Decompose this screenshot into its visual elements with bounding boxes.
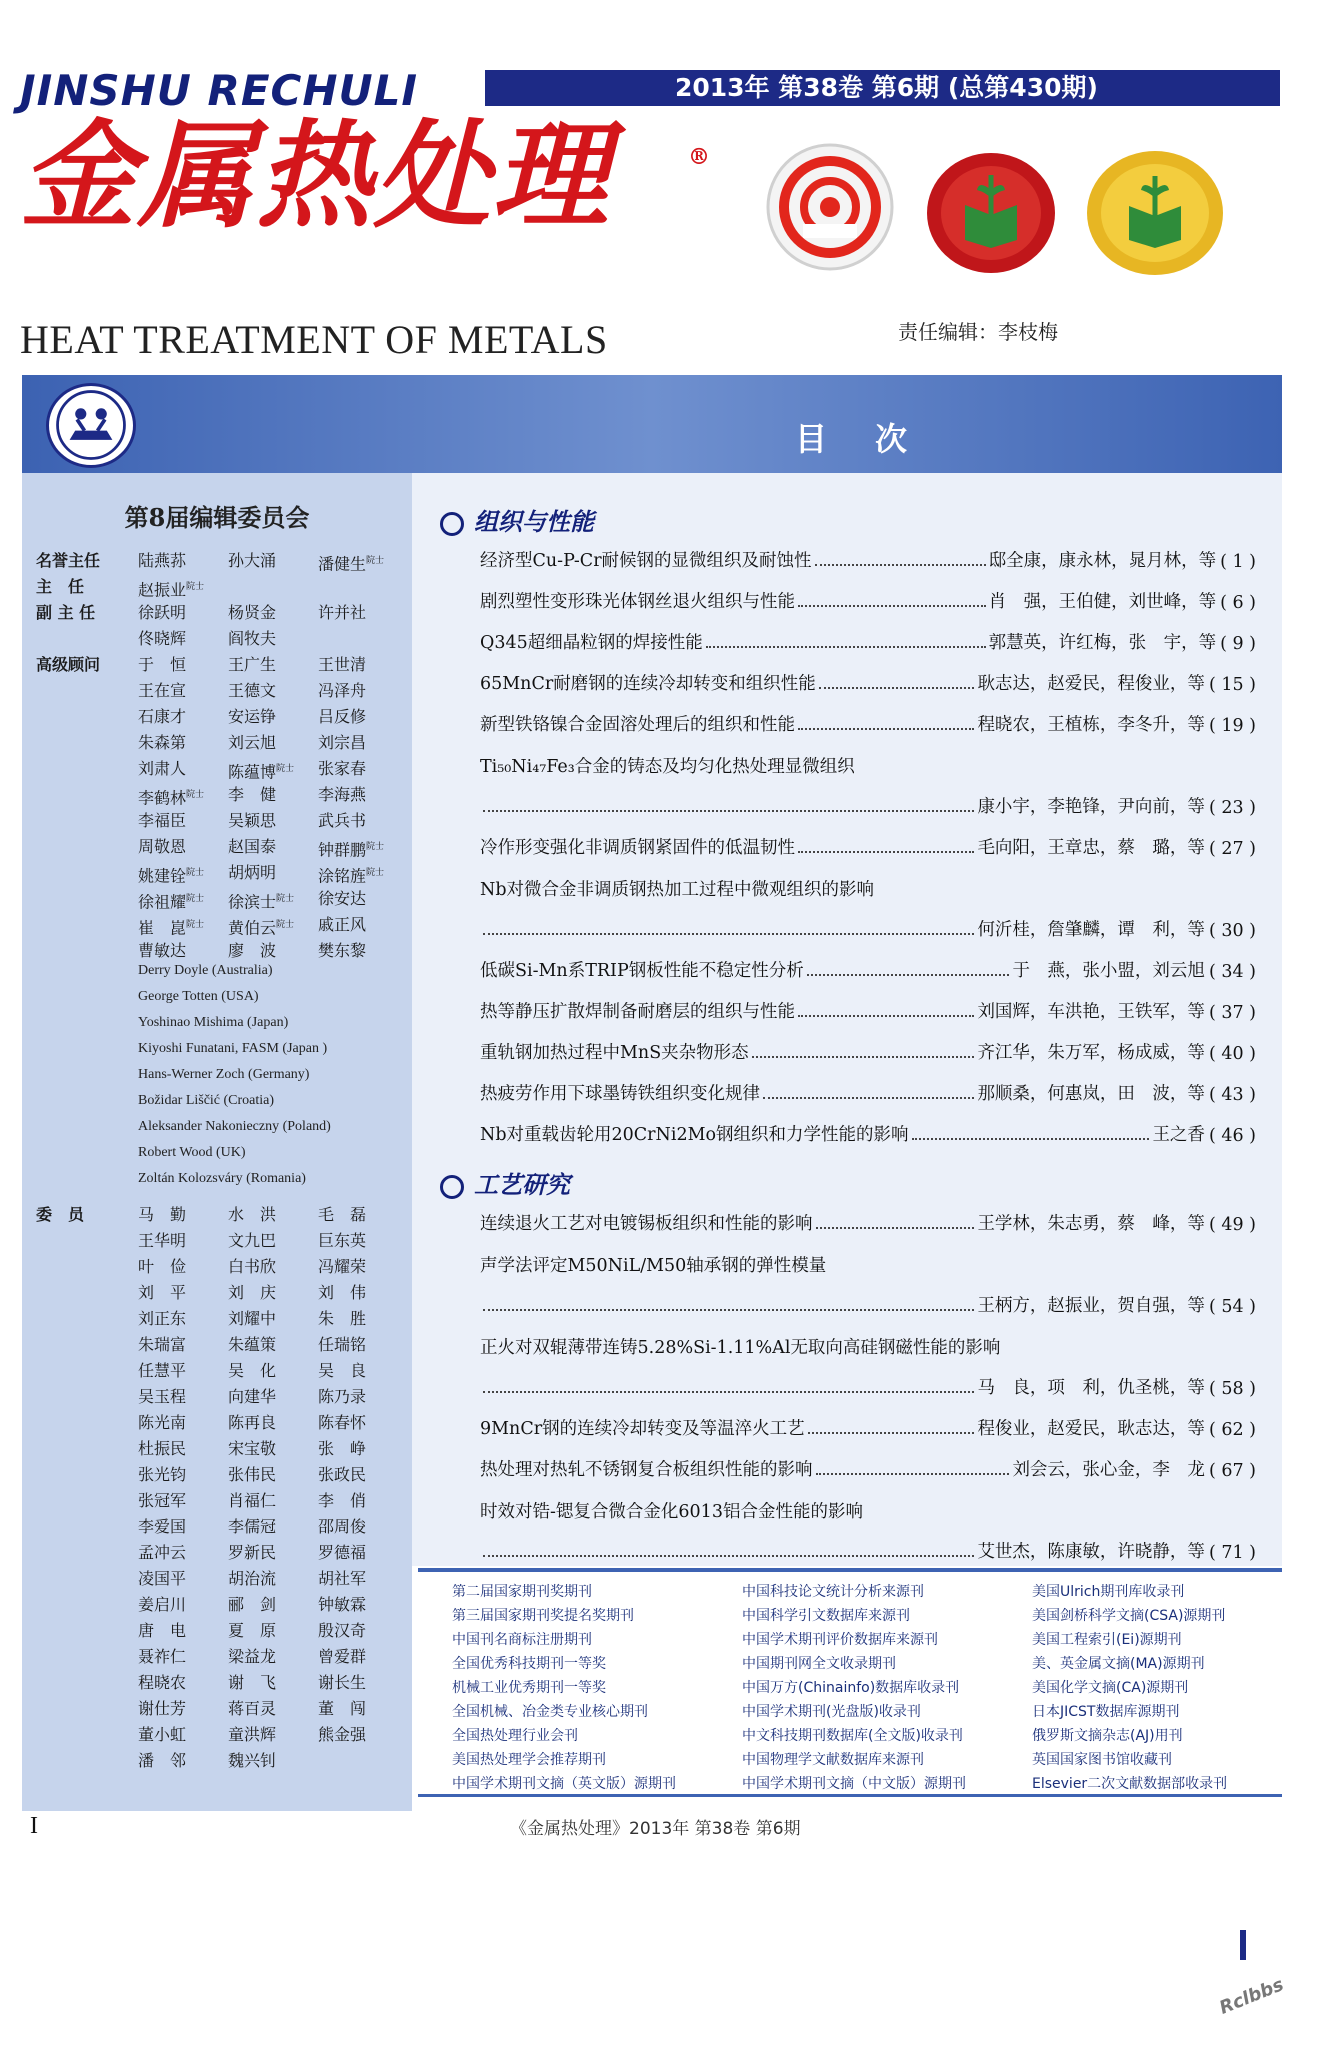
- board-member-name: 水 洪: [228, 1205, 277, 1224]
- board-member-name: 阎牧夫: [228, 629, 277, 648]
- board-member-name: 杜振民: [138, 1439, 187, 1458]
- foreign-member: George Totten (USA): [138, 989, 259, 1004]
- board-member-name: 李爱国: [138, 1517, 187, 1536]
- index-entry: 中国学术期刊文摘（中文版）源期刊: [742, 1776, 966, 1792]
- dot-leader: [807, 974, 1010, 976]
- board-member-name: 向建华: [228, 1387, 277, 1406]
- board-member-name: 胡炳明: [228, 863, 277, 882]
- foreign-member: Yoshinao Mishima (Japan): [138, 1015, 289, 1030]
- board-member-name: 李福臣: [138, 811, 187, 830]
- board-member-name: 姜启川: [138, 1595, 187, 1614]
- board-member-name: 杨贤金: [228, 603, 277, 622]
- board-member-name: 谢仕芳: [138, 1699, 187, 1718]
- toc-entry-page: ( 9 ): [1220, 634, 1256, 654]
- board-member-name: 董 闯: [318, 1699, 367, 1718]
- academician-mark: 院士: [186, 868, 205, 878]
- board-member-name: 安运铮: [228, 707, 277, 726]
- toc-entry: [480, 911, 1256, 941]
- divider: [418, 1568, 1282, 1572]
- toc-entry-title: Nb对微合金非调质钢热加工过程中微观组织的影响: [480, 880, 875, 900]
- board-member-name: 张冠军: [138, 1491, 187, 1510]
- toc-entry-page: ( 23 ): [1208, 798, 1256, 818]
- board-member-name: 白书欣: [228, 1257, 277, 1276]
- board-member-name: 陈再良: [228, 1413, 277, 1432]
- board-role: 高级顾问: [36, 655, 101, 674]
- board-member-name: 巨东英: [318, 1231, 367, 1250]
- toc-entry-title: 热处理对热轧不锈钢复合板组织性能的影响: [480, 1460, 813, 1480]
- index-entry: 全国优秀科技期刊一等奖: [452, 1656, 606, 1672]
- toc-entry-page: ( 54 ): [1208, 1297, 1256, 1317]
- board-member-name: 吴 良: [318, 1361, 367, 1380]
- index-entry: 机械工业优秀期刊一等奖: [452, 1680, 606, 1696]
- board-member-name: 谢 飞: [228, 1673, 277, 1692]
- board-member-name: 刘 平: [138, 1283, 187, 1302]
- toc-entry: [480, 1075, 1256, 1105]
- board-member-name: 夏 原: [228, 1621, 277, 1640]
- board-member-name: 陈光南: [138, 1413, 187, 1432]
- board-member-name: 钟敏霖: [318, 1595, 367, 1614]
- board-member-name: 徐跃明: [138, 603, 187, 622]
- toc-entry-page: ( 71 ): [1208, 1543, 1256, 1563]
- board-member-name: 王德文: [228, 681, 277, 700]
- toc-entry: [480, 542, 1256, 572]
- dot-leader: [819, 687, 975, 689]
- board-member-name: 胡治流: [228, 1569, 277, 1588]
- toc-entry-page: ( 15 ): [1208, 675, 1256, 695]
- toc-entry-authors: 毛向阳，王章忠，蔡 璐，等: [977, 838, 1205, 858]
- toc-entry-page: ( 67 ): [1208, 1461, 1256, 1481]
- board-member-name: 陈乃录: [318, 1387, 367, 1406]
- index-column: [742, 1580, 966, 1796]
- academician-mark: 院士: [276, 764, 295, 774]
- toc-entry-authors: 耿志达，赵爱民，程俊业，等: [977, 674, 1205, 694]
- toc-entry-authors: 邸全康，康永林，晁月林，等: [988, 551, 1217, 571]
- foreign-member: Kiyoshi Funatani, FASM (Japan ): [138, 1041, 328, 1056]
- journal-pinyin-title: JINSHU RECHULI: [20, 66, 419, 115]
- foreign-member: Zoltán Kolozsváry (Romania): [138, 1171, 306, 1186]
- toc-entry: [480, 1116, 1256, 1146]
- toc-entry-page: ( 43 ): [1208, 1085, 1256, 1105]
- board-member-name: 樊东黎: [318, 941, 367, 960]
- index-entry: 中文科技期刊数据库(全文版)收录刊: [742, 1728, 963, 1744]
- index-entry: 中国刊名商标注册期刊: [452, 1632, 592, 1648]
- journal-english-title: HEAT TREATMENT OF METALS: [20, 317, 608, 362]
- board-member-name: 王广生: [228, 655, 277, 674]
- forum-watermark: Rclbbs: [1216, 1974, 1287, 2019]
- toc-entry: [480, 583, 1256, 613]
- dot-leader: [483, 933, 974, 935]
- board-member-name: 吴颖思: [228, 811, 277, 830]
- academician-mark: 院士: [186, 790, 205, 800]
- dot-leader: [798, 851, 974, 853]
- board-member-name: 钟群鹏$^{院士}$: [318, 840, 385, 860]
- toc-entry-page: ( 6 ): [1220, 593, 1256, 613]
- index-entry: 中国学术期刊评价数据库来源刊: [742, 1632, 938, 1648]
- toc-entry: [480, 706, 1256, 736]
- toc-entry-page: ( 27 ): [1208, 839, 1256, 859]
- board-member-name: 陈蕴博$^{院士}$: [228, 762, 295, 782]
- board-member-name: 刘 伟: [318, 1283, 367, 1302]
- academician-mark: 院士: [366, 556, 385, 566]
- academician-mark: 院士: [276, 920, 295, 930]
- toc-entry-page: ( 37 ): [1208, 1003, 1256, 1023]
- board-member-name: 朱蕴策: [228, 1335, 277, 1354]
- dot-leader: [483, 1555, 974, 1557]
- toc-entry-authors: 于 燕，张小盟，刘云旭: [1012, 961, 1205, 981]
- section-circle-icon: [440, 1175, 464, 1199]
- toc-entry-title: Q345超细晶粒钢的焊接性能: [480, 633, 703, 653]
- academician-mark: 院士: [186, 894, 205, 904]
- board-member-name: 谢长生: [318, 1673, 367, 1692]
- index-entry: 俄罗斯文摘杂志(AJ)用刊: [1032, 1728, 1183, 1744]
- dot-leader: [816, 1473, 1010, 1475]
- board-member-name: 刘正东: [138, 1309, 187, 1328]
- toc-entry: [480, 952, 1256, 982]
- academician-mark: 院士: [186, 920, 205, 930]
- contents-header-bar: [22, 375, 1282, 473]
- board-member-name: 石康才: [138, 707, 187, 726]
- board-member-name: 任瑞铭: [318, 1335, 367, 1354]
- toc-entry: [480, 788, 1256, 818]
- board-member-name: 黄伯云$^{院士}$: [228, 918, 295, 938]
- board-member-name: 李 俏: [318, 1491, 367, 1510]
- dot-leader: [706, 646, 986, 648]
- board-member-name: 殷汉奇: [318, 1621, 367, 1640]
- board-member-name: 魏兴钊: [228, 1751, 277, 1770]
- board-member-name: 潘 邻: [138, 1751, 187, 1770]
- registered-mark: ®: [688, 144, 710, 170]
- issue-info-bar: 2013年 第38卷 第6期 (总第430期): [485, 70, 1280, 106]
- dot-leader: [912, 1138, 1150, 1140]
- board-member-name: 吕反修: [318, 707, 367, 726]
- contents-heading: 目次: [795, 420, 956, 458]
- board-member-name: 陈春怀: [318, 1413, 367, 1432]
- board-member-name: 程晓农: [138, 1673, 187, 1692]
- section-title: 工艺研究: [474, 1170, 570, 1199]
- index-entry: 第二届国家期刊奖期刊: [452, 1584, 592, 1600]
- board-member-name: 潘健生$^{院士}$: [318, 554, 385, 574]
- board-member-name: 武兵书: [318, 811, 367, 830]
- toc-entry-title: 经济型Cu-P-Cr耐候钢的显微组织及耐蚀性: [480, 551, 812, 571]
- toc-entry-title: Ti₅₀Ni₄₇Fe₃合金的铸态及均匀化热处理显微组织: [480, 757, 855, 777]
- toc-entry-title: 低碳Si-Mn系TRIP钢板性能不稳定性分析: [480, 961, 804, 981]
- toc-entry-authors: 刘会云，张心金，李 龙: [1012, 1460, 1205, 1480]
- board-member-name: 廖 波: [228, 941, 277, 960]
- index-entry: 中国万方(Chinainfo)数据库收录刊: [742, 1680, 960, 1696]
- academician-mark: 院士: [366, 842, 385, 852]
- toc-entry-authors: 何沂桂，詹肇麟，谭 利，等: [977, 920, 1205, 940]
- board-member-name: 罗新民: [228, 1543, 277, 1562]
- board-member-name: 刘宗昌: [318, 733, 367, 752]
- toc-entry-title: 时效对锆-锶复合微合金化6013铝合金性能的影响: [480, 1502, 863, 1522]
- board-member-name: 佟晓辉: [138, 629, 187, 648]
- board-member-name: 徐祖耀$^{院士}$: [138, 892, 205, 912]
- board-member-name: 张 峥: [318, 1439, 367, 1458]
- toc-entry-authors: 王柄方，赵振业，贺自强，等: [977, 1296, 1205, 1316]
- toc-entry-title: 新型铁铬镍合金固溶处理后的组织和性能: [480, 715, 795, 735]
- board-member-name: 许并社: [318, 603, 367, 622]
- toc-entry-title: 9MnCr钢的连续冷却转变及等温淬火工艺: [480, 1419, 805, 1439]
- board-member-name: 刘耀中: [228, 1309, 277, 1328]
- board-member-name: 毛 磊: [318, 1205, 367, 1224]
- board-member-name: 邵周俊: [318, 1517, 367, 1536]
- index-entry: 英国国家图书馆收藏刊: [1032, 1752, 1172, 1768]
- footer-journal-info: 《金属热处理》2013年 第38卷 第6期: [510, 1819, 801, 1839]
- toc-section-heading: [440, 502, 594, 537]
- board-member-name: 曹敏达: [138, 941, 187, 960]
- board-role: 名誉主任: [36, 551, 101, 570]
- toc-entry: [480, 829, 1256, 859]
- toc-entry-title: 热疲劳作用下球墨铸铁组织变化规律: [480, 1084, 760, 1104]
- board-member-name: 赵振业$^{院士}$: [138, 580, 205, 600]
- board-role: 委 员: [36, 1205, 85, 1224]
- toc-entry: [480, 993, 1256, 1023]
- board-member-name: 王华明: [138, 1231, 187, 1250]
- toc-entry-page: ( 30 ): [1208, 921, 1256, 941]
- dot-leader: [763, 1097, 974, 1099]
- toc-entry-title: 65MnCr耐磨钢的连续冷却转变和组织性能: [480, 674, 816, 694]
- toc-entry: [480, 1533, 1256, 1563]
- board-member-name: 蒋百灵: [228, 1699, 277, 1718]
- board-member-name: 胡社军: [318, 1569, 367, 1588]
- index-entry: 中国科技论文统计分析来源刊: [742, 1584, 924, 1600]
- dot-leader: [808, 1432, 975, 1434]
- board-member-name: 吴玉程: [138, 1387, 187, 1406]
- index-entry: 中国物理学文献数据库来源刊: [742, 1752, 924, 1768]
- toc-section-heading: [440, 1165, 570, 1200]
- toc-entry-authors: 马 良，项 利，仇圣桃，等: [977, 1378, 1205, 1398]
- board-member-name: 徐滨士$^{院士}$: [228, 892, 295, 912]
- toc-entry-authors: 郭慧英，许红梅，张 宇，等: [988, 633, 1217, 653]
- board-member-name: 张家春: [318, 759, 367, 778]
- board-member-name: 李海燕: [318, 785, 367, 804]
- toc-entry-authors: 刘国辉，车洪艳，王铁军，等: [977, 1002, 1205, 1022]
- board-member-name: 徐安达: [318, 889, 367, 908]
- toc-entry-authors: 程晓农，王植栋，李冬升，等: [977, 715, 1205, 735]
- board-member-name: 郦 剑: [228, 1595, 277, 1614]
- board-member-name: 孟冲云: [138, 1543, 187, 1562]
- toc-entry: [480, 1451, 1256, 1481]
- dot-leader: [798, 1015, 974, 1017]
- dot-leader: [798, 605, 986, 607]
- board-member-name: 凌国平: [138, 1569, 187, 1588]
- index-entry: 美国工程索引(Ei)源期刊: [1032, 1632, 1182, 1648]
- board-member-name: 熊金强: [318, 1725, 367, 1744]
- toc-entry-authors: 程俊业，赵爱民，耿志达，等: [977, 1419, 1205, 1439]
- index-entry: 美国Ulrich期刊库收录刊: [1032, 1584, 1185, 1600]
- board-member-name: 刘云旭: [228, 733, 277, 752]
- foreign-member: Derry Doyle (Australia): [138, 963, 273, 978]
- index-entry: 第三届国家期刊奖提名奖期刊: [452, 1608, 634, 1624]
- journal-calligraphy-title: 金属热处理: [20, 108, 610, 244]
- board-role: 副 主 任: [36, 603, 96, 622]
- national-journal-nomination-badge: [1085, 148, 1225, 278]
- board-member-name: 陆燕荪: [138, 551, 187, 570]
- editorial-board-title: 第8届编辑委员会: [124, 503, 310, 532]
- toc-entry-title: 重轨钢加热过程中MnS夹杂物形态: [480, 1043, 749, 1063]
- board-member-name: 朱森第: [138, 733, 187, 752]
- dot-leader: [483, 810, 974, 812]
- dot-leader: [483, 1309, 974, 1311]
- foreign-member: Božidar Liščić (Croatia): [138, 1093, 275, 1108]
- toc-entry-page: ( 62 ): [1208, 1420, 1256, 1440]
- section-circle-icon: [440, 512, 464, 536]
- index-entry: Elsevier二次文献数据部收录刊: [1032, 1776, 1228, 1792]
- page-number: I: [30, 1813, 38, 1839]
- board-member-name: 聂祚仁: [138, 1647, 187, 1666]
- board-member-name: 梁益龙: [228, 1647, 277, 1666]
- index-entry: 美国化学文摘(CA)源期刊: [1032, 1680, 1189, 1696]
- board-member-name: 曾爱群: [318, 1647, 367, 1666]
- board-member-name: 于 恒: [138, 655, 187, 674]
- toc-entry-page: ( 19 ): [1208, 716, 1256, 736]
- board-member-name: 朱 胜: [318, 1309, 367, 1328]
- dot-leader: [816, 1227, 975, 1229]
- board-member-name: 赵国泰: [228, 837, 277, 856]
- academician-mark: 院士: [276, 894, 295, 904]
- board-member-name: 叶 俭: [138, 1257, 187, 1276]
- toc-entry: [480, 1410, 1256, 1440]
- toc-entry-title: Nb对重载齿轮用20CrNi2Mo钢组织和力学性能的影响: [480, 1125, 909, 1145]
- board-member-name: 李儒冠: [228, 1517, 277, 1536]
- index-entry: 中国科学引文数据库来源刊: [742, 1608, 910, 1624]
- toc-entry-title: 正火对双辊薄带连铸5.28%Si-1.11%Al无取向高硅钢磁性能的影响: [480, 1338, 1001, 1358]
- toc-entry-authors: 康小宇，李艳锋，尹向前，等: [977, 797, 1205, 817]
- toc-entry-authors: 王之香: [1152, 1125, 1205, 1145]
- toc-entry-authors: 那顺桑，何惠岚，田 波，等: [977, 1084, 1205, 1104]
- foreign-member: Aleksander Nakonieczny (Poland): [138, 1119, 331, 1134]
- board-member-name: 任慧平: [138, 1361, 187, 1380]
- double-award-badge: [765, 142, 895, 272]
- toc-entry-title: 连续退火工艺对电镀锡板组织和性能的影响: [480, 1214, 813, 1234]
- toc-entry: [480, 1205, 1256, 1235]
- toc-entry: [480, 1287, 1256, 1317]
- academician-mark: 院士: [186, 582, 205, 592]
- board-member-name: 张政民: [318, 1465, 367, 1484]
- board-member-name: 刘肃人: [138, 759, 187, 778]
- board-member-name: 孙大涌: [228, 551, 277, 570]
- toc-entry-page: ( 40 ): [1208, 1044, 1256, 1064]
- board-member-name: 马 勤: [138, 1205, 187, 1224]
- board-member-name: 肖福仁: [228, 1491, 277, 1510]
- board-member-name: 朱瑞富: [138, 1335, 187, 1354]
- board-member-name: 崔 崑$^{院士}$: [138, 918, 205, 938]
- index-column: [452, 1580, 676, 1796]
- board-member-name: 童洪辉: [228, 1725, 277, 1744]
- dot-leader: [483, 1391, 974, 1393]
- toc-entry: [480, 1369, 1256, 1399]
- responsible-editor: 责任编辑：李枝梅: [898, 320, 1058, 344]
- toc-entry-page: ( 49 ): [1208, 1215, 1256, 1235]
- board-member-name: 李鹤林$^{院士}$: [138, 788, 205, 808]
- dot-leader: [815, 564, 986, 566]
- index-entry: 美、英金属文摘(MA)源期刊: [1032, 1656, 1205, 1672]
- toc-entry-page: ( 1 ): [1220, 552, 1256, 572]
- toc-entry: [480, 1034, 1256, 1064]
- academician-mark: 院士: [366, 868, 385, 878]
- national-journal-award-badge: [925, 150, 1057, 276]
- board-member-name: 冯耀荣: [318, 1257, 367, 1276]
- index-entry: 全国热处理行业会刊: [452, 1728, 578, 1744]
- index-entry: 美国剑桥科学文摘(CSA)源期刊: [1032, 1608, 1226, 1624]
- board-member-name: 刘 庆: [228, 1283, 277, 1302]
- board-member-name: 吴 化: [228, 1361, 277, 1380]
- board-member-name: 文九巴: [228, 1231, 277, 1250]
- toc-entry-authors: 王学林，朱志勇，蔡 峰，等: [977, 1214, 1205, 1234]
- board-member-name: 戚正风: [318, 915, 367, 934]
- index-column: [1032, 1580, 1227, 1796]
- toc-entry: [480, 624, 1256, 654]
- board-member-name: 王世清: [318, 655, 367, 674]
- board-member-name: 冯泽舟: [318, 681, 367, 700]
- dot-leader: [798, 728, 974, 730]
- toc-entry-page: ( 46 ): [1208, 1126, 1256, 1146]
- toc-entry-authors: 齐江华，朱万军，杨成威，等: [977, 1043, 1205, 1063]
- index-entry: 全国机械、冶金类专业核心期刊: [452, 1704, 648, 1720]
- toc-entry-title: 剧烈塑性变形珠光体钢丝退火组织与性能: [480, 592, 795, 612]
- board-member-name: 唐 电: [138, 1621, 187, 1640]
- board-member-name: 姚建铨$^{院士}$: [138, 866, 205, 886]
- index-entry: 中国学术期刊(光盘版)收录刊: [742, 1704, 921, 1720]
- toc-entry: [480, 665, 1256, 695]
- index-entry: 日本JICST数据库源期刊: [1032, 1704, 1180, 1720]
- board-member-name: 周敬恩: [138, 837, 187, 856]
- board-member-name: 王在宣: [138, 681, 187, 700]
- index-entry: 中国学术期刊文摘（英文版）源期刊: [452, 1776, 676, 1792]
- board-member-name: 张光钧: [138, 1465, 187, 1484]
- board-member-name: 罗德福: [318, 1543, 367, 1562]
- index-entry: 美国热处理学会推荐期刊: [452, 1752, 606, 1768]
- toc-entry-authors: 肖 强，王伯健，刘世峰，等: [988, 592, 1217, 612]
- toc-entry-title: 热等静压扩散焊制备耐磨层的组织与性能: [480, 1002, 795, 1022]
- toc-entry-page: ( 34 ): [1208, 962, 1256, 982]
- toc-entry-title: 冷作形变强化非调质钢紧固件的低温韧性: [480, 838, 795, 858]
- foreign-member: Hans-Werner Zoch (Germany): [138, 1067, 310, 1082]
- dot-leader: [752, 1056, 975, 1058]
- toc-entry-title: 声学法评定M50NiL/M50轴承钢的弹性模量: [480, 1256, 827, 1276]
- board-member-name: 李 健: [228, 785, 277, 804]
- board-member-name: 董小虹: [138, 1725, 187, 1744]
- crop-mark: [1240, 1930, 1246, 1960]
- board-member-name: 涂铭旌$^{院士}$: [318, 866, 385, 886]
- board-member-name: 宋宝敬: [228, 1439, 277, 1458]
- toc-entry-page: ( 58 ): [1208, 1379, 1256, 1399]
- board-member-name: 张伟民: [228, 1465, 277, 1484]
- index-entry: 中国期刊网全文收录期刊: [742, 1656, 896, 1672]
- foreign-member: Robert Wood (UK): [138, 1145, 246, 1160]
- toc-entry-authors: 艾世杰，陈康敏，许晓静，等: [977, 1542, 1205, 1562]
- htm-society-logo: [46, 383, 136, 468]
- board-role: 主 任: [36, 577, 85, 596]
- section-title: 组织与性能: [474, 507, 594, 536]
